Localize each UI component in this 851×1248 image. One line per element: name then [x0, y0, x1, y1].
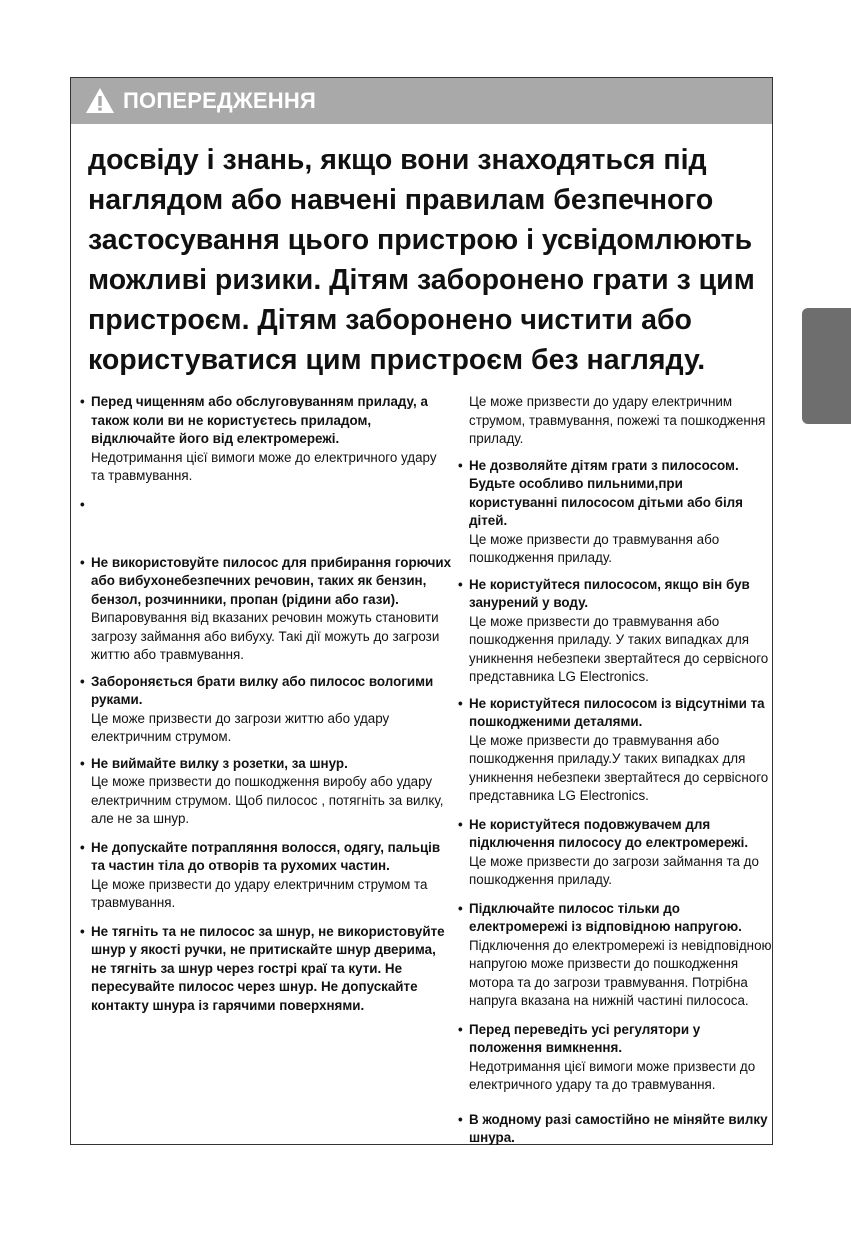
bullet-icon: •	[458, 695, 463, 711]
warning-heading: Перед переведіть усі регулятори у положення вимкнення.	[469, 1021, 701, 1055]
bullet-icon: •	[80, 839, 85, 855]
warning-heading: Не допускайте потрапляння волосся, одягу, пальців та частин тіла до отворів та рухомих частин.	[91, 839, 441, 873]
bullet-icon: •	[458, 457, 463, 473]
warning-description: Це може призвести до загрози займання та до пошкодження приладу.	[469, 853, 759, 887]
warning-description: Це може призвести до травмування або пошкодження приладу.	[469, 531, 720, 565]
right-warning-item	[455, 695, 773, 806]
warning-description: Це може призвести до пошкодження виробу або удару електричним струмом. Щоб пилосос , потягніть за вилку, але не за шнур.	[91, 774, 444, 826]
right-warning-item	[455, 1021, 773, 1095]
warning-heading: Не користуйтеся пилососом, якщо він був занурений у воду.	[469, 576, 750, 610]
warning-heading: Не дозволяйте дітям грати з пилососом. Будьте особливо пильними,при користуванні пилососом дітьми або біля дітей.	[469, 457, 743, 528]
bullet-icon: •	[458, 816, 463, 832]
bullet-icon: •	[458, 576, 463, 592]
left-warning-item	[77, 755, 452, 829]
warning-description: Недотримання цієї вимоги може до електричного удару та травмування.	[91, 449, 437, 483]
warning-description: Недотримання цієї вимоги може призвести до електричного удару та до травмування.	[469, 1058, 756, 1092]
bullet-icon: •	[80, 923, 85, 939]
warning-description: Це може призвести до удару електричним струмом, травмування, пожежі та пошкодження приладу.	[469, 394, 766, 446]
right-warning-item	[455, 576, 773, 687]
bullet-icon: •	[80, 673, 85, 689]
left-warning-item	[77, 923, 452, 1016]
warning-description: Це може призвести до травмування або пошкодження приладу.У таких випадках для уникнення небезпеки звертайтеся до сервісного представника LG Electronics.	[469, 732, 769, 803]
bullet-icon: •	[80, 394, 85, 409]
warning-description: Випаровування від вказаних речовин можуть становити загрозу займання або вибуху. Такі дії можуть до загрози життю або травмування.	[91, 610, 440, 662]
warning-description: Це може призвести до удару електричним струмом та травмування.	[91, 876, 428, 910]
warning-heading: Не використовуйте пилосос для прибирання горючих або вибухонебезпечних речовин, таких як бензин, бензол, розчинники, пропан (рідини або гази).	[91, 554, 452, 607]
right-warning-item	[455, 816, 773, 890]
bullet-icon: •	[80, 755, 85, 771]
bullet-icon: •	[458, 1021, 463, 1037]
section-tab	[802, 308, 851, 424]
warning-heading: Не виймайте вилку з розетки, за шнур.	[91, 755, 348, 771]
warning-description: Підключення до електромережі із невідповідною напругою може призвести до пошкодження мотора та до загрози травмування. Потрібна напруга вказана на нижній частині пилососа.	[469, 937, 772, 1008]
warning-description: Це може призвести до загрози життю або удару електричним струмом.	[91, 710, 390, 744]
bullet-icon: •	[458, 900, 463, 916]
warning-triangle-icon	[85, 86, 115, 116]
warning-description: Це може призвести до травмування або пошкодження приладу. У таких випадках для уникнення небезпеки звертайтеся до сервісного представника LG Electronics.	[469, 613, 769, 684]
left-warning-item	[77, 554, 452, 665]
bullet-icon: •	[80, 554, 85, 570]
warning-title: ПОПЕРЕДЖЕННЯ	[123, 88, 316, 113]
left-column	[77, 393, 452, 1015]
warning-heading: Не користуйтеся подовжувачем для підключення пилососу до електромережі.	[469, 816, 749, 850]
warning-heading: Не тягніть та не пилосос за шнур, не використовуйте шнур у якості ручки, не притискайте шнур дверима, не тягніть за шнур через гострі краї та кути. Не пересувайте пилосос через шнур. Не допускайте контакту шнура із гарячими поверхнями.	[91, 923, 445, 1013]
left-warning-item	[77, 839, 452, 913]
right-column	[455, 393, 773, 1148]
warning-frame	[70, 77, 773, 1145]
bullet-icon: •	[80, 496, 85, 512]
warning-banner	[71, 78, 772, 124]
right-warning-item	[455, 393, 773, 449]
warning-heading: Не користуйтеся пилососом із відсутніми та пошкодженими деталями.	[469, 695, 765, 729]
right-warning-item	[455, 457, 773, 568]
left-warning-item	[77, 673, 452, 747]
intro-text: досвіду і знань, якщо вони знаходяться під наглядом або навчені правилам безпечного застосування цього пристрою і усвідомлюють можливі ризики. Дітям заборонено грати з цим пристроєм. Дітям заборонено чистити або користуватися цим пристроєм без нагляду.	[88, 144, 755, 376]
left-warning-item	[77, 496, 452, 514]
warning-heading: В жодному разі самостійно не міняйте вилку шнура.	[469, 1111, 768, 1145]
left-warning-item	[77, 393, 452, 486]
warning-heading: Забороняється брати вилку або пилосос вологими руками.	[91, 673, 434, 707]
right-warning-item	[455, 1111, 773, 1148]
warning-heading: Перед чищенням або обслуговуванням приладу, а також коли ви не користуєтесь приладом, відключайте його від електромережі.	[91, 394, 428, 446]
right-warning-item	[455, 900, 773, 1011]
bullet-icon: •	[458, 1111, 463, 1127]
warning-heading: Підключайте пилосос тільки до електромережі із відповідною напругою.	[469, 900, 742, 934]
